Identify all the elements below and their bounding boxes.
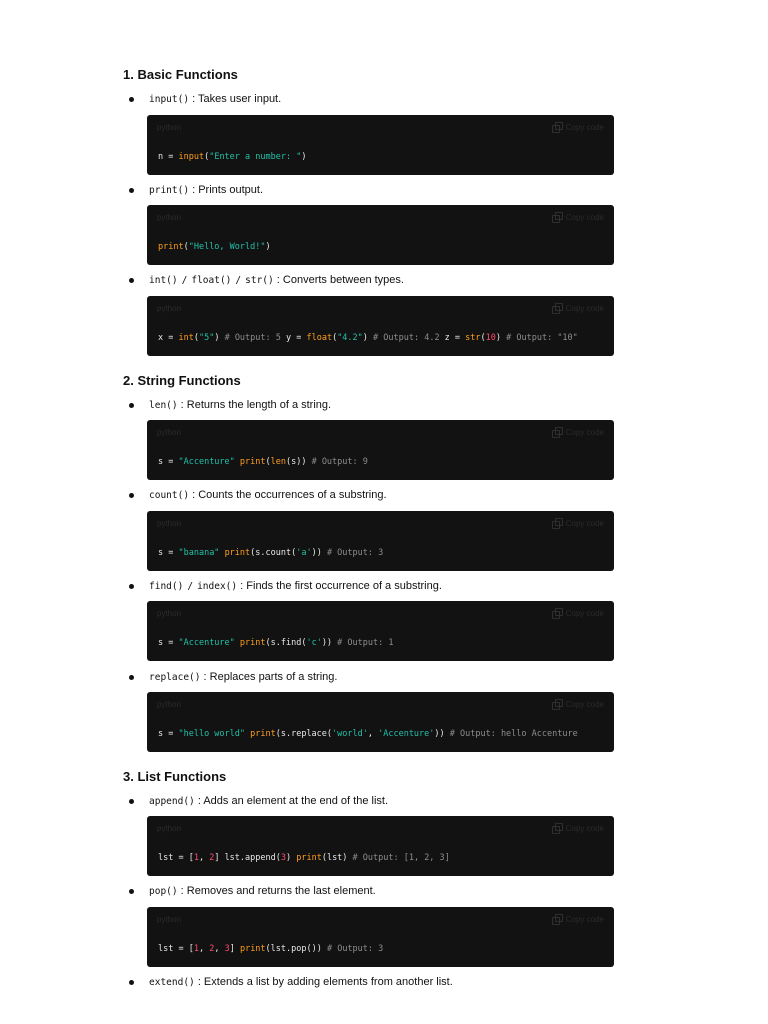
section-heading: 1. Basic Functions (123, 67, 238, 82)
code-language-label: python (157, 824, 182, 833)
copy-icon (552, 823, 562, 833)
bullet-dot (129, 278, 134, 283)
copy-code-label: Copy code (565, 303, 604, 313)
code-block (147, 816, 614, 876)
code-language-label: python (157, 609, 182, 618)
function-name: input() (149, 94, 190, 105)
item-description: : Prints output. (189, 184, 264, 196)
section-heading: 3. List Functions (123, 769, 227, 784)
code-token: print (250, 729, 276, 739)
code-token: print (224, 548, 251, 558)
code-token: # Output: 3 (326, 548, 384, 558)
list-item (149, 398, 331, 413)
copy-code-button[interactable] (552, 427, 604, 437)
separator: / (187, 581, 194, 592)
bullet-dot (129, 675, 134, 680)
copy-icon (552, 518, 562, 528)
item-description: : Removes and returns the last element. (177, 885, 376, 897)
copy-code-button[interactable] (552, 699, 604, 709)
list-item (149, 975, 453, 990)
code-token: print (239, 457, 266, 467)
code-block (147, 511, 614, 571)
code-token: (lst) (321, 853, 353, 863)
list-item (149, 670, 337, 685)
bullet-dot (129, 97, 134, 102)
separator: / (181, 275, 188, 286)
code-token: ( (480, 333, 486, 343)
code-token: "Accenture" (178, 457, 235, 467)
code-token: # Output: 4.2 (373, 333, 440, 343)
copy-code-label: Copy code (565, 122, 604, 132)
code-token: ] (229, 944, 240, 954)
code-token: lst = [ (158, 944, 194, 954)
code-block (147, 601, 614, 661)
code-token: print (239, 638, 266, 648)
function-name: int() (149, 275, 178, 286)
function-name: index() (197, 581, 238, 592)
code-token: s = (158, 729, 179, 739)
copy-icon (552, 427, 562, 437)
code-token: 2 (209, 853, 215, 863)
item-description: : Replaces parts of a string. (200, 671, 338, 683)
copy-code-label: Copy code (565, 212, 604, 222)
list-item (149, 488, 387, 503)
code-token: "banana" (178, 548, 220, 558)
code-line (158, 944, 383, 954)
function-name: print() (149, 185, 190, 196)
copy-code-label: Copy code (565, 518, 604, 528)
code-token: ( (332, 333, 338, 343)
copy-code-label: Copy code (565, 823, 604, 833)
code-token: y = (280, 333, 307, 343)
copy-code-button[interactable] (552, 823, 604, 833)
code-token: print (239, 944, 266, 954)
copy-code-button[interactable] (552, 303, 604, 313)
code-token: input (178, 152, 205, 162)
code-block (147, 296, 614, 356)
code-token: # Output: 1 (337, 638, 394, 648)
code-token: , (198, 944, 210, 954)
code-line (158, 638, 393, 648)
code-token: ) (362, 333, 374, 343)
function-name: str() (245, 275, 274, 286)
code-token: ) (301, 152, 307, 162)
copy-code-label: Copy code (565, 699, 604, 709)
code-token: # Output: hello Accenture (449, 729, 578, 739)
code-line (158, 729, 578, 739)
code-block (147, 692, 614, 752)
code-token: ( (265, 457, 271, 467)
code-token: int (178, 333, 194, 343)
code-token: ) (285, 853, 297, 863)
code-token: ( (183, 242, 189, 252)
copy-code-button[interactable] (552, 914, 604, 924)
copy-icon (552, 122, 562, 132)
item-description: : Converts between types. (273, 274, 404, 286)
list-item (149, 884, 376, 899)
code-token: 1 (193, 853, 199, 863)
code-token: 3 (280, 853, 286, 863)
code-token: "Accenture" (178, 638, 235, 648)
code-token: , (214, 944, 225, 954)
code-line (158, 333, 578, 343)
bullet-dot (129, 493, 134, 498)
item-description: : Finds the first occurrence of a substring. (237, 580, 442, 592)
copy-icon (552, 914, 562, 924)
code-token: )) (321, 638, 338, 648)
list-item (149, 92, 281, 107)
code-line (158, 548, 383, 558)
code-token: 'a' (296, 548, 312, 558)
code-token: 'c' (306, 638, 322, 648)
item-description: : Extends a list by adding elements from another list. (194, 976, 453, 988)
item-description: : Takes user input. (189, 93, 282, 105)
code-language-label: python (157, 915, 182, 924)
list-item (149, 794, 388, 809)
function-name: pop() (149, 886, 178, 897)
code-token: ] lst.append( (214, 853, 281, 863)
code-token: s = (158, 638, 179, 648)
copy-icon (552, 699, 562, 709)
code-language-label: python (157, 304, 182, 313)
item-description: : Adds an element at the end of the list. (194, 795, 389, 807)
code-token: s = (158, 548, 179, 558)
code-line (158, 457, 368, 467)
copy-code-button[interactable] (552, 608, 604, 618)
copy-code-label: Copy code (565, 427, 604, 437)
code-token: n = (158, 152, 179, 162)
code-token: 2 (209, 944, 215, 954)
bullet-dot (129, 188, 134, 193)
code-line (158, 242, 271, 252)
copy-code-button[interactable] (552, 122, 604, 132)
copy-code-button[interactable] (552, 518, 604, 528)
code-token: (s)) (285, 457, 312, 467)
function-name: len() (149, 400, 178, 411)
code-language-label: python (157, 700, 182, 709)
code-token: print (158, 242, 184, 252)
code-token: # Output: "10" (506, 333, 578, 343)
code-token: "Hello, World!" (188, 242, 266, 252)
code-token: str (465, 333, 481, 343)
copy-code-label: Copy code (565, 608, 604, 618)
code-token: , (367, 729, 379, 739)
item-description: : Counts the occurrences of a substring. (189, 489, 387, 501)
code-token: ( (193, 333, 199, 343)
code-token: z = (439, 333, 466, 343)
code-token: (s.count( (250, 548, 297, 558)
code-token: 3 (224, 944, 230, 954)
function-name: float() (191, 275, 232, 286)
list-item (149, 273, 404, 288)
code-token: (s.find( (265, 638, 307, 648)
code-token: ) (214, 333, 225, 343)
code-token: "hello world" (178, 729, 246, 739)
code-language-label: python (157, 428, 182, 437)
copy-code-button[interactable] (552, 212, 604, 222)
code-language-label: python (157, 213, 182, 222)
copy-icon (552, 212, 562, 222)
copy-icon (552, 608, 562, 618)
code-token: float (306, 333, 333, 343)
code-token: 10 (485, 333, 496, 343)
code-token: )) (311, 548, 327, 558)
list-item (149, 183, 263, 198)
code-token: "4.2" (337, 333, 363, 343)
bullet-dot (129, 889, 134, 894)
code-token: )) (434, 729, 450, 739)
code-block (147, 115, 614, 175)
function-name: append() (149, 796, 195, 807)
code-token: ( (204, 152, 210, 162)
code-block (147, 907, 614, 967)
code-token: , (198, 853, 210, 863)
function-name: count() (149, 490, 190, 501)
code-token: print (296, 853, 322, 863)
code-token: lst = [ (158, 853, 194, 863)
code-token: x = (158, 333, 179, 343)
bullet-dot (129, 403, 134, 408)
code-block (147, 205, 614, 265)
code-block (147, 420, 614, 480)
code-token: s = (158, 457, 179, 467)
code-token: (lst.pop()) (265, 944, 327, 954)
code-line (158, 853, 450, 863)
code-language-label: python (157, 519, 182, 528)
function-name: replace() (149, 672, 201, 683)
list-item (149, 579, 442, 594)
code-token: # Output: 5 (224, 333, 281, 343)
code-token: 'Accenture' (378, 729, 435, 739)
function-name: extend() (149, 977, 195, 988)
code-line (158, 152, 306, 162)
code-token: 'world' (332, 729, 368, 739)
bullet-dot (129, 584, 134, 589)
separator: / (235, 275, 242, 286)
code-token: len (270, 457, 286, 467)
item-description: : Returns the length of a string. (177, 399, 332, 411)
copy-icon (552, 303, 562, 313)
bullet-dot (129, 799, 134, 804)
code-token: ) (495, 333, 507, 343)
code-token: (s.replace( (275, 729, 333, 739)
bullet-dot (129, 980, 134, 985)
section-heading: 2. String Functions (123, 373, 241, 388)
code-token: ) (265, 242, 271, 252)
code-language-label: python (157, 123, 182, 132)
function-name: find() (149, 581, 184, 592)
code-token: 1 (193, 944, 199, 954)
code-token: "Enter a number: " (209, 152, 302, 162)
code-token: # Output: 3 (326, 944, 384, 954)
code-token: "5" (198, 333, 215, 343)
copy-code-label: Copy code (565, 914, 604, 924)
code-token: # Output: 9 (311, 457, 368, 467)
code-token: # Output: [1, 2, 3] (352, 853, 450, 863)
